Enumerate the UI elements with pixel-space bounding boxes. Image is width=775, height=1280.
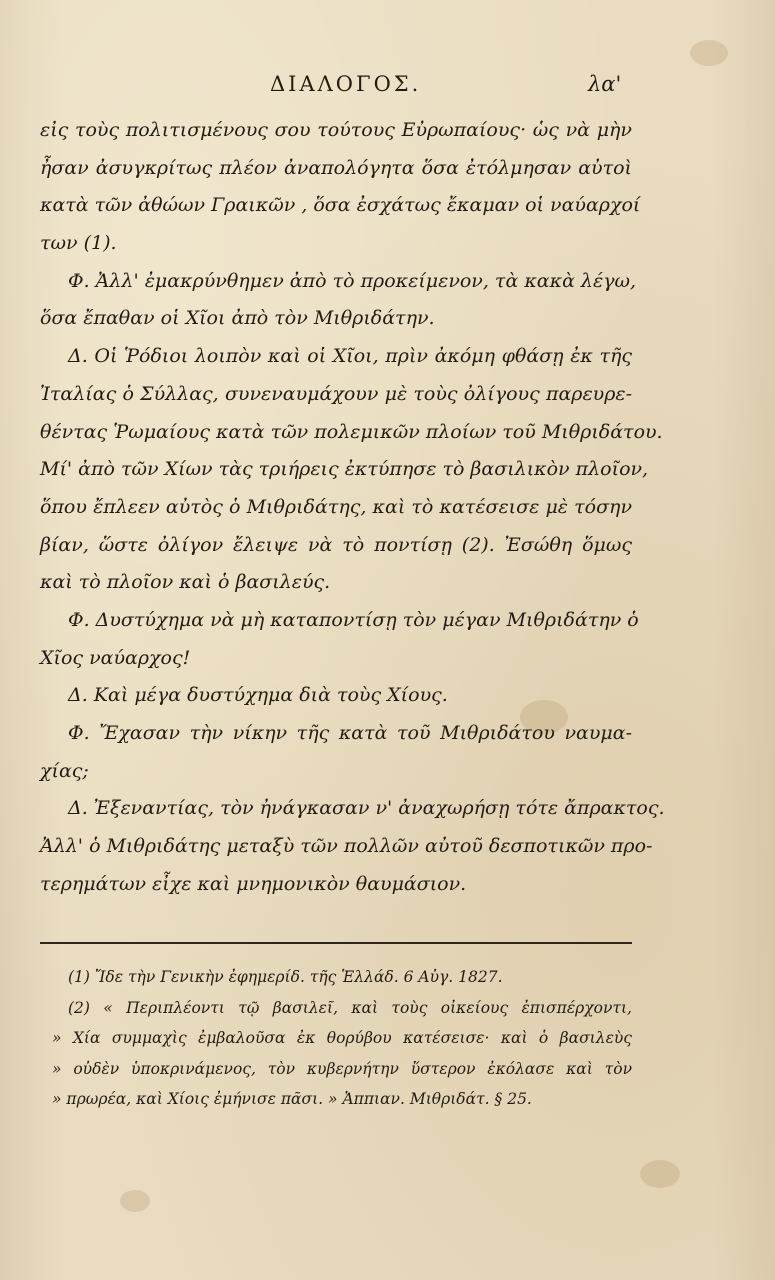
page-number: λα' [588,72,622,96]
running-title: ΔΙΑΛΟΓΟΣ. [270,72,422,96]
footnote-divider [40,942,632,944]
text-line: ἦσαν ἀσυγκρίτως πλέον ἀναπολόγητα ὅσα ἐτόλμησαν αὐτοὶ [40,156,632,179]
text-line: Φ. Δυστύχημα νὰ μὴ καταποντίσῃ τὸν μέγαν Μιθριδάτην ὁ [68,608,639,631]
footnote-line: (2) « Περιπλέοντι τῷ βασιλεῖ, καὶ τοὺς οἰκείους ἐπισπέρχοντι, [68,998,632,1017]
foxing-stain [640,1160,680,1188]
footnote-line: (1) Ἴδε τὴν Γενικὴν ἐφημερίδ. τῆς Ἑλλάδ. 6 Αὐγ. 1827. [68,968,503,986]
text-line: ὅσα ἔπαθαν οἱ Χῖοι ἀπὸ τὸν Μιθριδάτην. [40,307,435,330]
text-line: Ἰταλίας ὁ Σύλλας, συνεναυμάχουν μὲ τοὺς ὀλίγους παρευρε- [40,382,632,405]
text-line: των (1). [40,232,117,255]
text-line: Μί' ἀπὸ τῶν Χίων τὰς τριήρεις ἐκτύπησε τὸ βασιλικὸν πλοῖον, [40,458,649,481]
text-line: Χῖος ναύαρχος! [40,646,191,669]
running-header [0,72,775,106]
footnote-line: » Χία συμμαχὶς ἐμβαλοῦσα ἐκ θορύβου κατέσεισε· καὶ ὁ βασιλεὺς [52,1029,632,1047]
text-line: εἰς τοὺς πολιτισμένους σου τούτους Εὐρωπαίους· ὡς νὰ μὴν [40,119,632,141]
text-line: κατὰ τῶν ἀθώων Γραικῶν , ὅσα ἐσχάτως ἔκαμαν οἱ ναύαρχοί [40,194,641,217]
text-line: Δ. Καὶ μέγα δυστύχημα διὰ τοὺς Χίους. [68,684,448,707]
text-line: Δ. Οἱ Ῥόδιοι λοιπὸν καὶ οἱ Χῖοι, πρὶν ἀκόμη φθάσῃ ἐκ τῆς [68,345,632,368]
text-line: Φ. Ἔχασαν τὴν νίκην τῆς κατὰ τοῦ Μιθριδάτου ναυμα- [68,722,632,744]
foxing-stain [120,1190,150,1212]
text-line: βίαν, ὥστε ὀλίγον ἔλειψε νὰ τὸ ποντίσῃ (2). Ἐσώθη ὅμως [40,533,632,556]
text-line: Δ. Ἐξεναντίας, τὸν ἠνάγκασαν ν' ἀναχωρήσῃ τότε ἄπρακτος. [68,797,665,820]
text-line: χίας; [40,759,89,782]
main-text-block [40,112,665,903]
foxing-stain [690,40,728,66]
text-line: Φ. Ἀλλ' ἐμακρύνθημεν ἀπὸ τὸ προκείμενον, τὰ κακὰ λέγω, [68,269,637,292]
text-line: ὅπου ἔπλεεν αὐτὸς ὁ Μιθριδάτης, καὶ τὸ κατέσεισε μὲ τόσην [40,495,632,518]
text-line: θέντας Ῥωμαίους κατὰ τῶν πολεμικῶν πλοίων τοῦ Μιθριδάτου. [40,420,663,443]
text-line: καὶ τὸ πλοῖον καὶ ὁ βασιλεύς. [40,571,331,594]
text-line: Ἀλλ' ὁ Μιθριδάτης μεταξὺ τῶν πολλῶν αὐτοῦ δεσποτικῶν προ- [40,835,653,858]
footnote-line: » οὐδὲν ὑποκρινάμενος, τὸν κυβερνήτην ὕστερον ἐκόλασε καὶ τὸν [52,1059,632,1078]
text-line: τερημάτων εἶχε καὶ μνημονικὸν θαυμάσιον. [40,872,467,895]
footnotes-block [40,962,632,1115]
footnote-line: » πρωρέα, καὶ Χίοις ἐμήνισε πᾶσι. » Ἀππιαν. Μιθριδάτ. § 25. [52,1090,532,1108]
